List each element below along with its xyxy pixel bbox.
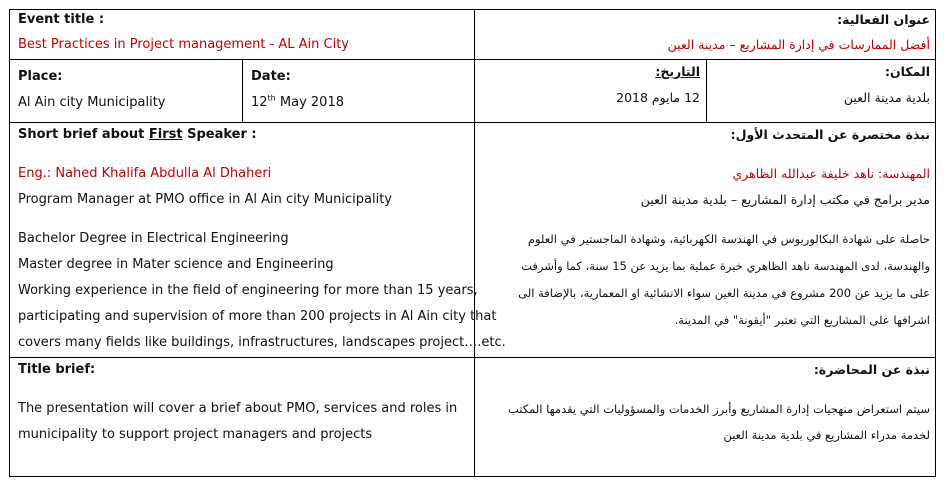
speaker-bio-line: Master degree in Mater science and Engineering [18,257,334,272]
title-brief-label-ar: نبذة عن المحاضرة: [813,362,930,377]
place-label: Place: [18,69,63,84]
speaker-label-post: Speaker : [182,127,257,142]
table-border-middle [474,9,475,477]
event-title-label-ar: عنوان الفعالية: [837,12,930,27]
table-border-row1 [9,59,936,60]
table-border-date-place-ar [706,59,707,123]
place-value: Al Ain city Municipality [18,95,166,110]
date-month-year: May 2018 [275,95,344,110]
table-border-bottom [9,476,936,477]
date-value [251,95,344,111]
speaker-bio-line: Working experience in the field of engineering for more than 15 years, [18,283,478,298]
speaker-role-ar: مدير برامج في مكتب إدارة المشاريع – بلدية مدينة العين [640,192,930,207]
speaker-bio-line: participating and supervision of more than 200 projects in Al Ain city that [18,309,497,324]
date-day: 12 [251,95,268,110]
speaker-label [18,127,257,143]
date-label-ar: التاريخ: [655,64,700,79]
title-brief-label: Title brief: [18,362,96,377]
table-border-row2 [9,122,936,123]
speaker-bio-ar-line: على ما يزيد عن 200 مشروع في مدينة العين سواء الانشائية او المعمارية، بالإضافة الى [518,286,930,300]
speaker-name-ar: المهندسة: ناهد خليفة عبدالله الظاهري [732,166,930,181]
speaker-bio-line: Bachelor Degree in Electrical Engineering [18,231,289,246]
table-border-left [9,9,10,477]
event-title-label: Event title : [18,12,105,27]
speaker-bio-ar-line: والهندسة، لدى المهندسة ناهد الظاهري خبرة عملية بما يزيد عن 15 سنة، كما وأشرفت [521,259,930,273]
title-brief-ar-line: سيتم استعراض منهجيات إدارة المشاريع وأبرز الخدمات والمسؤوليات التي يقدمها المكتب [508,402,930,416]
title-brief-line: The presentation will cover a brief about PMO, services and roles in [18,401,458,416]
table-border-top [9,9,936,10]
speaker-bio-line: covers many fields like buildings, infrastructures, landscapes project….etc. [18,335,506,350]
speaker-label-pre: Short brief about [18,127,149,142]
place-label-ar: المكان: [885,64,930,79]
date-day-suffix: th [267,93,276,103]
table-border-place-date [242,59,243,123]
speaker-bio-ar-line: حاصلة على شهادة البكالوريوس في الهندسة الكهربائية، وشهادة الماجستير في العلوم [527,232,930,246]
table-border-right [935,9,936,477]
speaker-name: Eng.: Nahed Khalifa Abdulla Al Dhaheri [18,166,272,181]
speaker-bio-ar-line: اشرافها على المشاريع التي تعتبر "أيقونة" في المدينة. [674,313,930,327]
speaker-label-ar: نبذة مختصرة عن المتحدث الأول: [730,127,930,142]
date-label: Date: [251,69,291,84]
date-value-ar: 12 مايوم 2018 [616,90,700,105]
event-title-value: Best Practices in Project management - AL Ain City [18,37,350,52]
speaker-role: Program Manager at PMO office in Al Ain city Municipality [18,192,392,207]
place-value-ar: بلدية مدينة العين [843,90,930,105]
title-brief-line: municipality to support project managers and projects [18,427,373,442]
speaker-label-first: First [148,127,183,142]
event-title-value-ar: أفضل الممارسات في إدارة المشاريع – مدينة العين [667,37,930,52]
table-border-row3 [9,357,936,358]
title-brief-ar-line: لخدمة مدراء المشاريع في بلدية مدينة العين [723,428,930,442]
